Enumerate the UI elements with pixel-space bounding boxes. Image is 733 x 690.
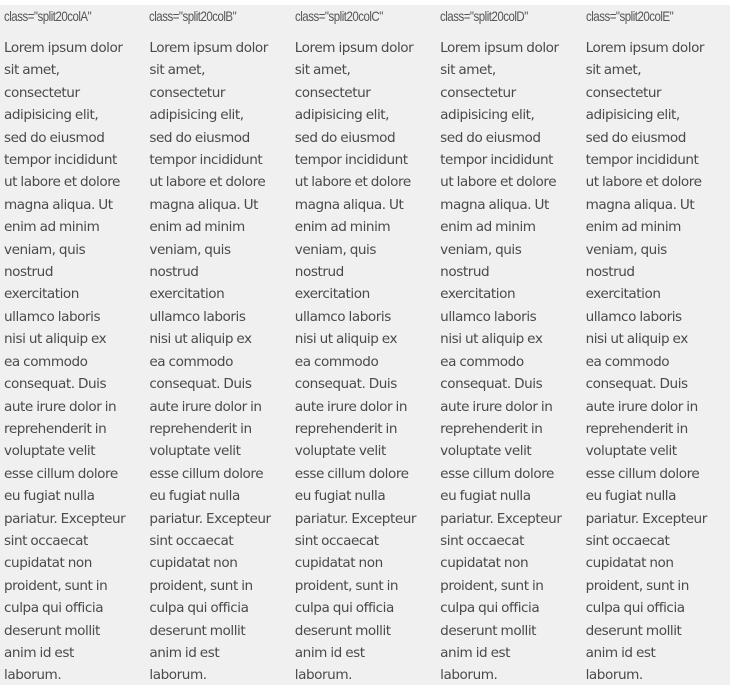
text-line: voluptate velit bbox=[585, 443, 677, 460]
text-line: exercitation bbox=[4, 286, 79, 303]
text-line: exercitation bbox=[440, 286, 516, 303]
text-line: reprehenderit in bbox=[4, 420, 107, 437]
text-line: ut labore et dolore bbox=[440, 174, 557, 191]
text-line: cupidatat non bbox=[4, 555, 92, 572]
text-line: consectetur bbox=[440, 84, 516, 101]
text-line: anim id est bbox=[149, 644, 220, 661]
column-c bbox=[291, 5, 436, 685]
column-class-label: class="split20colB" bbox=[149, 8, 237, 24]
text-line: sed do eiusmod bbox=[585, 129, 686, 146]
text-line: consectetur bbox=[294, 84, 371, 101]
text-line: pariatur. Excepteur bbox=[585, 510, 707, 527]
text-line: sed do eiusmod bbox=[149, 129, 250, 146]
text-line: ea commodo bbox=[440, 353, 524, 370]
text-line: ullamco laboris bbox=[149, 308, 246, 325]
text-line: proident, sunt in bbox=[440, 577, 544, 594]
text-line: pariatur. Excepteur bbox=[149, 510, 271, 527]
text-line: aute irure dolor in bbox=[4, 398, 117, 415]
text-line: proident, sunt in bbox=[4, 577, 108, 594]
text-line: aute irure dolor in bbox=[149, 398, 262, 415]
text-line: tempor incididunt bbox=[149, 152, 263, 169]
text-line: cupidatat non bbox=[149, 555, 238, 572]
text-line: ullamco laboris bbox=[4, 308, 101, 325]
text-line: ullamco laboris bbox=[440, 308, 537, 325]
text-line: pariatur. Excepteur bbox=[440, 510, 562, 527]
text-line: reprehenderit in bbox=[440, 420, 543, 437]
text-line: nostrud bbox=[294, 264, 344, 281]
text-line: Lorem ipsum dolor bbox=[149, 40, 268, 56]
text-line: nostrud bbox=[4, 264, 54, 281]
text-line: veniam, quis bbox=[585, 241, 667, 258]
text-line: sint occaecat bbox=[585, 532, 670, 549]
text-line: magna aliqua. Ut bbox=[149, 196, 259, 213]
text-line: magna aliqua. Ut bbox=[294, 196, 404, 213]
text-line: exercitation bbox=[585, 286, 661, 303]
text-line: ullamco laboris bbox=[294, 308, 391, 325]
text-line: consequat. Duis bbox=[294, 376, 397, 393]
text-line: culpa qui officia bbox=[585, 600, 685, 617]
text-line: sit amet, bbox=[585, 62, 642, 79]
text-line: sint occaecat bbox=[149, 532, 234, 549]
text-line: ut labore et dolore bbox=[294, 174, 411, 191]
text-line: anim id est bbox=[585, 644, 656, 661]
text-line: tempor incididunt bbox=[585, 152, 699, 169]
text-line: eu fugiat nulla bbox=[294, 488, 386, 505]
text-line: consequat. Duis bbox=[440, 376, 543, 393]
text-line: proident, sunt in bbox=[294, 577, 399, 594]
text-line: deserunt mollit bbox=[294, 622, 391, 639]
text-line: deserunt mollit bbox=[149, 622, 246, 639]
text-line: consequat. Duis bbox=[4, 376, 107, 393]
text-line: exercitation bbox=[294, 286, 370, 303]
text-line: enim ad minim bbox=[4, 219, 100, 236]
text-line: deserunt mollit bbox=[4, 622, 100, 639]
text-line: laborum. bbox=[440, 667, 498, 684]
text-line: enim ad minim bbox=[585, 219, 681, 236]
text-line: nisi ut aliquip ex bbox=[440, 331, 543, 348]
text-line: ut labore et dolore bbox=[585, 174, 702, 191]
column-body-text bbox=[149, 37, 286, 687]
text-line: voluptate velit bbox=[294, 443, 386, 460]
text-line: anim id est bbox=[4, 644, 74, 661]
text-line: enim ad minim bbox=[149, 219, 245, 236]
text-line: proident, sunt in bbox=[149, 577, 253, 594]
column-a bbox=[0, 5, 145, 685]
text-line: aute irure dolor in bbox=[585, 398, 698, 415]
text-line: culpa qui officia bbox=[4, 600, 104, 617]
text-line: veniam, quis bbox=[294, 241, 376, 258]
text-line: Lorem ipsum dolor bbox=[440, 40, 559, 56]
text-line: nostrud bbox=[440, 264, 490, 281]
text-line: cupidatat non bbox=[585, 555, 674, 572]
text-line: voluptate velit bbox=[4, 443, 96, 460]
text-line: sed do eiusmod bbox=[294, 129, 396, 146]
text-line: eu fugiat nulla bbox=[440, 488, 531, 505]
text-line: sit amet, bbox=[440, 62, 496, 79]
text-line: nostrud bbox=[585, 264, 635, 281]
text-line: exercitation bbox=[149, 286, 225, 303]
text-line: consequat. Duis bbox=[585, 376, 688, 393]
text-line: magna aliqua. Ut bbox=[440, 196, 549, 213]
text-line: ut labore et dolore bbox=[149, 174, 266, 191]
text-line: enim ad minim bbox=[294, 219, 391, 236]
column-b bbox=[145, 5, 290, 685]
text-line: reprehenderit in bbox=[585, 420, 688, 437]
text-line: ea commodo bbox=[149, 353, 233, 370]
text-line: consequat. Duis bbox=[149, 376, 252, 393]
text-line: Lorem ipsum dolor bbox=[294, 40, 414, 56]
column-body-text bbox=[440, 37, 577, 687]
text-line: eu fugiat nulla bbox=[4, 488, 95, 505]
text-line: anim id est bbox=[440, 644, 511, 661]
text-line: esse cillum dolore bbox=[440, 465, 554, 482]
text-line: tempor incididunt bbox=[440, 152, 554, 169]
text-line: anim id est bbox=[294, 644, 365, 661]
text-line: laborum. bbox=[294, 667, 353, 684]
text-line: cupidatat non bbox=[440, 555, 529, 572]
text-line: nisi ut aliquip ex bbox=[4, 331, 107, 348]
text-line: reprehenderit in bbox=[149, 420, 252, 437]
text-line: cupidatat non bbox=[294, 555, 383, 572]
text-line: reprehenderit in bbox=[294, 420, 398, 437]
text-line: esse cillum dolore bbox=[149, 465, 264, 482]
split-columns-container bbox=[0, 5, 730, 685]
text-line: nisi ut aliquip ex bbox=[585, 331, 688, 348]
text-line: esse cillum dolore bbox=[294, 465, 409, 482]
text-line: veniam, quis bbox=[149, 241, 231, 258]
column-class-label: class="split20colC" bbox=[294, 8, 383, 24]
text-line: sit amet, bbox=[149, 62, 205, 79]
text-line: laborum. bbox=[149, 667, 207, 684]
text-line: pariatur. Excepteur bbox=[4, 510, 126, 527]
text-line: laborum. bbox=[4, 667, 62, 684]
text-line: deserunt mollit bbox=[440, 622, 537, 639]
text-line: nisi ut aliquip ex bbox=[294, 331, 398, 348]
column-class-label: class="split20colE" bbox=[585, 8, 673, 24]
text-line: magna aliqua. Ut bbox=[585, 196, 695, 213]
text-line: aute irure dolor in bbox=[294, 398, 407, 415]
column-body-text bbox=[586, 37, 723, 687]
text-line: sint occaecat bbox=[4, 532, 88, 549]
text-line: sint occaecat bbox=[440, 532, 525, 549]
text-line: adipisicing elit, bbox=[440, 107, 535, 124]
text-line: nostrud bbox=[149, 264, 199, 281]
text-line: ea commodo bbox=[294, 353, 379, 370]
text-line: ullamco laboris bbox=[585, 308, 682, 325]
text-line: eu fugiat nulla bbox=[149, 488, 240, 505]
text-line: proident, sunt in bbox=[585, 577, 689, 594]
text-line: tempor incididunt bbox=[294, 152, 408, 169]
text-line: sed do eiusmod bbox=[4, 129, 105, 146]
text-line: voluptate velit bbox=[149, 443, 241, 460]
text-line: culpa qui officia bbox=[149, 600, 249, 617]
text-line: voluptate velit bbox=[440, 443, 532, 460]
text-line: magna aliqua. Ut bbox=[4, 196, 113, 213]
text-line: sed do eiusmod bbox=[440, 129, 541, 146]
text-line: adipisicing elit, bbox=[149, 107, 244, 124]
text-line: veniam, quis bbox=[4, 241, 86, 258]
text-line: ea commodo bbox=[4, 353, 88, 370]
text-line: eu fugiat nulla bbox=[585, 488, 677, 505]
text-line: adipisicing elit, bbox=[585, 107, 680, 124]
text-line: adipisicing elit, bbox=[4, 107, 99, 124]
text-line: esse cillum dolore bbox=[585, 465, 700, 482]
text-line: consectetur bbox=[149, 84, 225, 101]
text-line: sit amet, bbox=[4, 62, 60, 79]
text-line: ut labore et dolore bbox=[4, 174, 120, 191]
column-d bbox=[436, 5, 581, 685]
text-line: deserunt mollit bbox=[585, 622, 682, 639]
text-line: enim ad minim bbox=[440, 219, 536, 236]
text-line: veniam, quis bbox=[440, 241, 522, 258]
column-class-label: class="split20colA" bbox=[4, 8, 92, 24]
text-line: sit amet, bbox=[294, 62, 351, 79]
text-line: culpa qui officia bbox=[294, 600, 394, 617]
column-e bbox=[582, 5, 727, 685]
text-line: ea commodo bbox=[585, 353, 670, 370]
text-line: Lorem ipsum dolor bbox=[4, 40, 123, 56]
text-line: aute irure dolor in bbox=[440, 398, 553, 415]
text-line: tempor incididunt bbox=[4, 152, 117, 169]
text-line: Lorem ipsum dolor bbox=[585, 40, 705, 56]
text-line: nisi ut aliquip ex bbox=[149, 331, 252, 348]
text-line: laborum. bbox=[585, 667, 643, 684]
text-line: adipisicing elit, bbox=[294, 107, 390, 124]
text-line: consectetur bbox=[4, 84, 80, 101]
column-class-label: class="split20colD" bbox=[440, 8, 528, 24]
text-line: culpa qui officia bbox=[440, 600, 540, 617]
text-line: sint occaecat bbox=[294, 532, 379, 549]
column-body-text bbox=[295, 37, 432, 687]
column-body-text bbox=[4, 37, 141, 687]
text-line: consectetur bbox=[585, 84, 662, 101]
text-line: esse cillum dolore bbox=[4, 465, 118, 482]
text-line: pariatur. Excepteur bbox=[294, 510, 417, 527]
